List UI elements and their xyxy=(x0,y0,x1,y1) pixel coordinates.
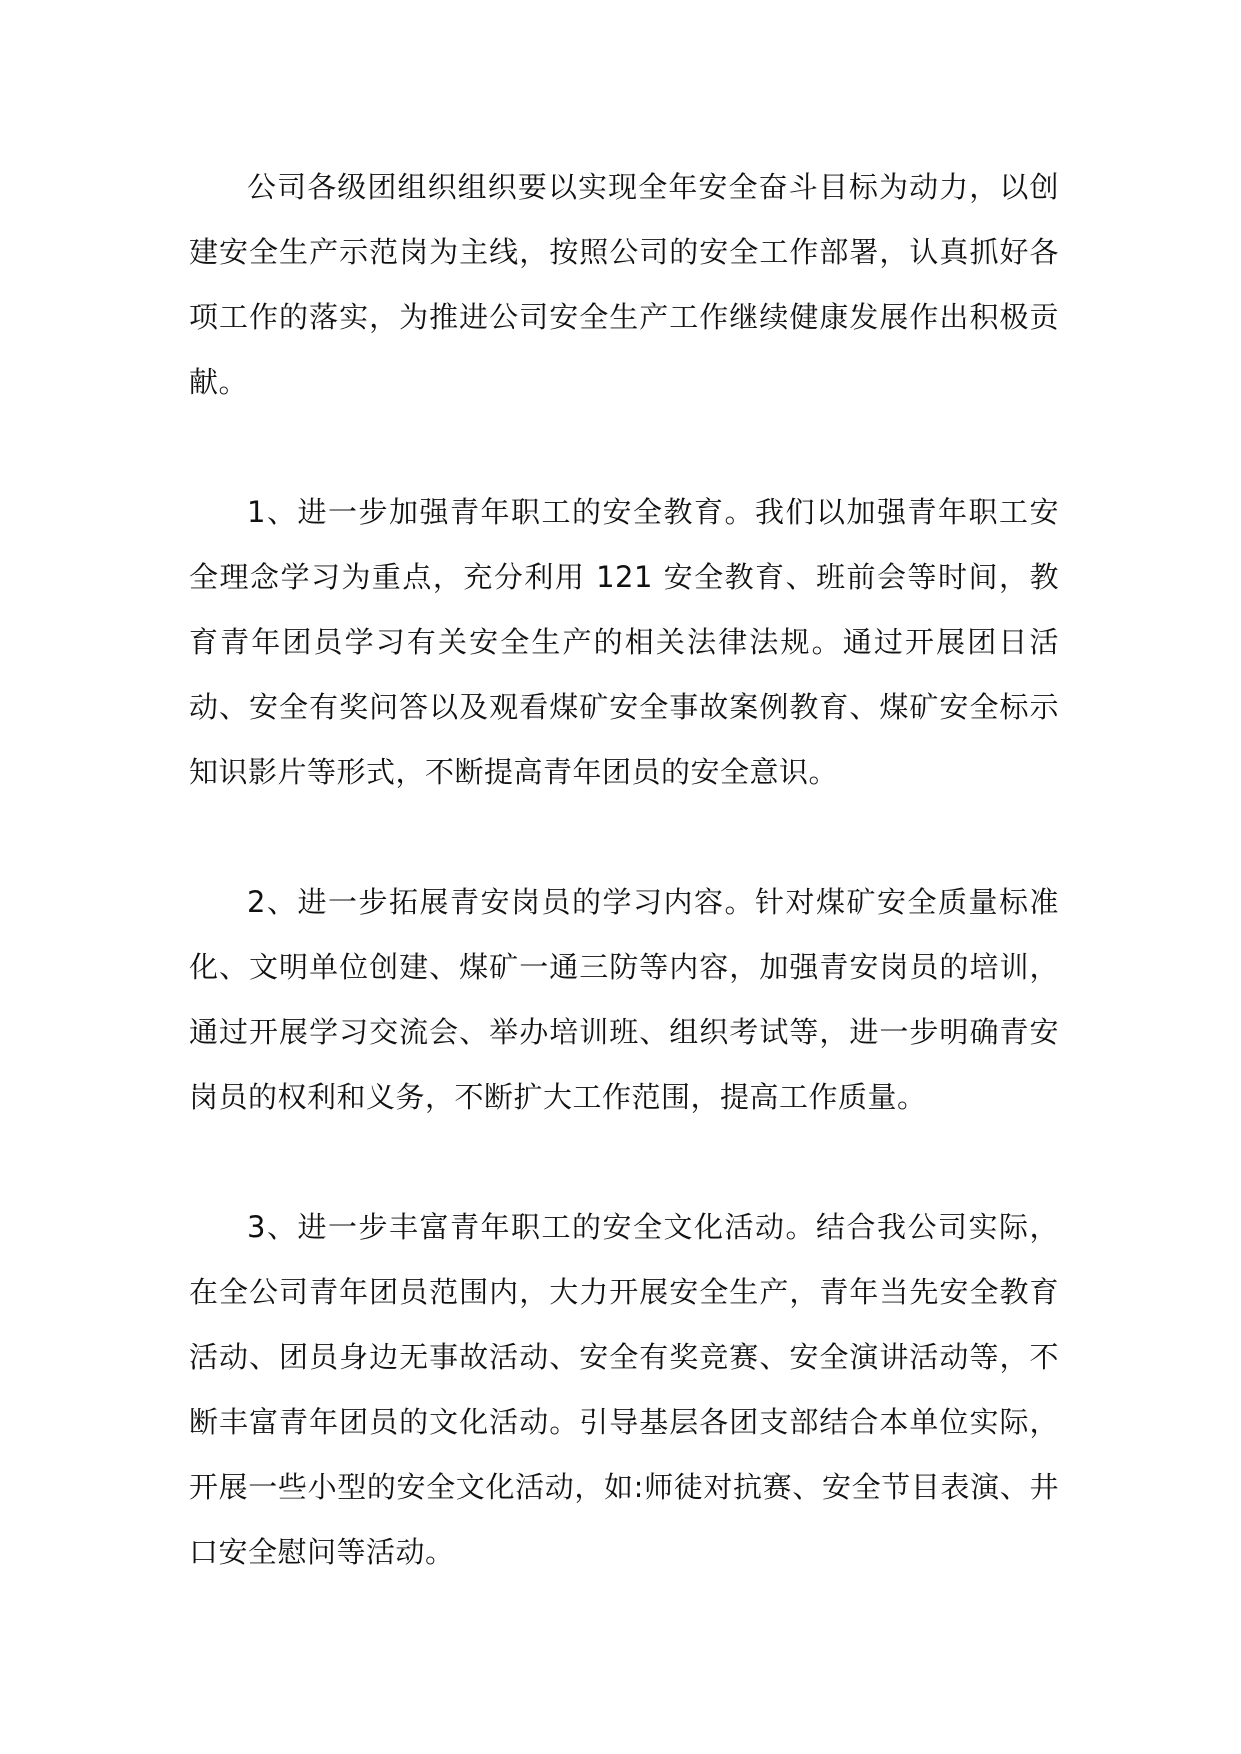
paragraph-item-3: 3、进一步丰富青年职工的安全文化活动。结合我公司实际，在全公司青年团员范围内，大力开展安全生产，青年当先安全教育活动、团员身边无事故活动、安全有奖竞赛、安全演讲活动等，不断丰富青年团员的文化活动。引导基层各团支部结合本单位实际，开展一些小型的安全文化活动，如:师徒对抗赛、安全节目表演、井口安全慰问等活动。 xyxy=(189,1210,1059,1569)
paragraph-intro: 公司各级团组织组织要以实现全年安全奋斗目标为动力，以创建安全生产示范岗为主线，按照公司的安全工作部署，认真抓好各项工作的落实，为推进公司安全生产工作继续健康发展作出积极贡献。 xyxy=(189,170,1059,399)
paragraph-item-1: 1、进一步加强青年职工的安全教育。我们以加强青年职工安全理念学习为重点，充分利用 121 安全教育、班前会等时间，教育青年团员学习有关安全生产的相关法律法规。通过开展团日活动、安全有奖问答以及观看煤矿安全事故案例教育、煤矿安全标示知识影片等形式，不断提高青年团员的安全意识。 xyxy=(189,495,1059,789)
document-body xyxy=(189,155,1059,1585)
paragraph-item-2: 2、进一步拓展青安岗员的学习内容。针对煤矿安全质量标准化、文明单位创建、煤矿一通三防等内容，加强青安岗员的培训，通过开展学习交流会、举办培训班、组织考试等，进一步明确青安岗员的权利和义务，不断扩大工作范围，提高工作质量。 xyxy=(189,885,1059,1114)
